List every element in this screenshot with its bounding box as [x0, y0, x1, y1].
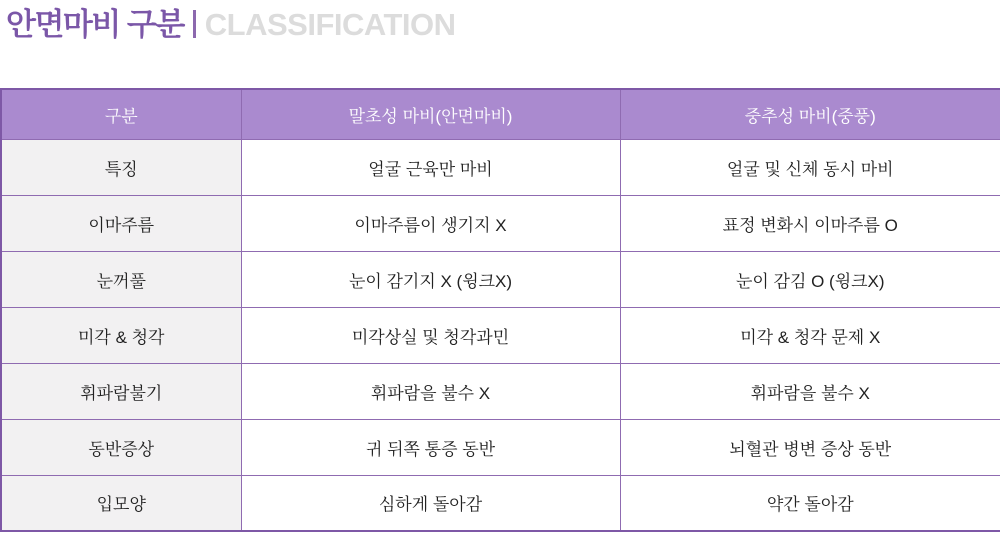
header-row	[1, 89, 1000, 139]
table-body	[1, 139, 1000, 531]
row-label-cell: 동반증상	[1, 419, 241, 475]
table-row	[1, 139, 1000, 195]
row-label-cell: 눈꺼풀	[1, 251, 241, 307]
central-cell: 얼굴 및 신체 동시 마비	[620, 139, 1000, 195]
table-row	[1, 195, 1000, 251]
row-label-cell: 휘파람불기	[1, 363, 241, 419]
table-row	[1, 251, 1000, 307]
table-row	[1, 419, 1000, 475]
central-cell: 휘파람을 불수 X	[620, 363, 1000, 419]
table-row	[1, 475, 1000, 531]
row-label-cell: 입모양	[1, 475, 241, 531]
peripheral-cell: 심하게 돌아감	[241, 475, 620, 531]
row-label-cell: 이마주름	[1, 195, 241, 251]
central-cell: 약간 돌아감	[620, 475, 1000, 531]
table-row	[1, 363, 1000, 419]
peripheral-cell: 귀 뒤쪽 통증 동반	[241, 419, 620, 475]
col-header-category: 구분	[1, 89, 241, 139]
col-header-peripheral: 말초성 마비(안면마비)	[241, 89, 620, 139]
central-cell: 눈이 감김 O (윙크X)	[620, 251, 1000, 307]
classification-table	[0, 88, 1000, 532]
page-title-english: CLASSIFICATION	[204, 6, 456, 42]
title-divider	[193, 10, 196, 38]
peripheral-cell: 휘파람을 불수 X	[241, 363, 620, 419]
central-cell: 뇌혈관 병변 증상 동반	[620, 419, 1000, 475]
page-title-korean: 안면마비 구분	[6, 6, 184, 42]
page-header	[0, 0, 1000, 42]
central-cell: 미각 & 청각 문제 X	[620, 307, 1000, 363]
peripheral-cell: 얼굴 근육만 마비	[241, 139, 620, 195]
col-header-central: 중추성 마비(중풍)	[620, 89, 1000, 139]
central-cell: 표정 변화시 이마주름 O	[620, 195, 1000, 251]
peripheral-cell: 미각상실 및 청각과민	[241, 307, 620, 363]
peripheral-cell: 이마주름이 생기지 X	[241, 195, 620, 251]
table-header	[1, 89, 1000, 139]
peripheral-cell: 눈이 감기지 X (윙크X)	[241, 251, 620, 307]
row-label-cell: 미각 & 청각	[1, 307, 241, 363]
table-row	[1, 307, 1000, 363]
row-label-cell: 특징	[1, 139, 241, 195]
